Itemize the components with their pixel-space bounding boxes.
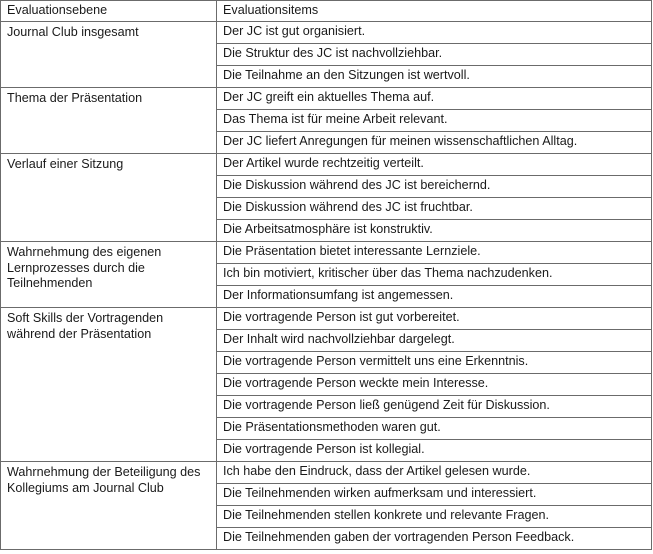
evaluation-level-cell: Wahrnehmung der Beteiligung des Kollegiums am Journal Club bbox=[1, 462, 217, 550]
evaluation-item-cell: Die Diskussion während des JC ist bereichernd. bbox=[217, 176, 652, 198]
table-row bbox=[1, 22, 652, 44]
evaluation-item-cell: Der JC liefert Anregungen für meinen wissenschaftlichen Alltag. bbox=[217, 132, 652, 154]
table-row bbox=[1, 462, 652, 484]
evaluation-item-cell: Die Arbeitsatmosphäre ist konstruktiv. bbox=[217, 220, 652, 242]
evaluation-item-cell: Der Inhalt wird nachvollziehbar dargelegt. bbox=[217, 330, 652, 352]
evaluation-item-cell: Ich habe den Eindruck, dass der Artikel gelesen wurde. bbox=[217, 462, 652, 484]
evaluation-item-cell: Der Artikel wurde rechtzeitig verteilt. bbox=[217, 154, 652, 176]
evaluation-item-cell: Die vortragende Person ist kollegial. bbox=[217, 440, 652, 462]
evaluation-item-cell: Die Teilnahme an den Sitzungen ist wertvoll. bbox=[217, 66, 652, 88]
evaluation-item-cell: Die vortragende Person ließ genügend Zeit für Diskussion. bbox=[217, 396, 652, 418]
header-evaluation-items: Evaluationsitems bbox=[217, 1, 652, 22]
evaluation-item-cell: Die Teilnehmenden wirken aufmerksam und interessiert. bbox=[217, 484, 652, 506]
evaluation-level-cell: Verlauf einer Sitzung bbox=[1, 154, 217, 242]
table-header-row bbox=[1, 1, 652, 22]
evaluation-item-cell: Der JC greift ein aktuelles Thema auf. bbox=[217, 88, 652, 110]
evaluation-item-cell: Die Diskussion während des JC ist fruchtbar. bbox=[217, 198, 652, 220]
table-body bbox=[1, 22, 652, 550]
evaluation-item-cell: Der Informationsumfang ist angemessen. bbox=[217, 286, 652, 308]
evaluation-level-cell: Soft Skills der Vortragenden während der Präsentation bbox=[1, 308, 217, 462]
evaluation-item-cell: Die vortragende Person vermittelt uns eine Erkenntnis. bbox=[217, 352, 652, 374]
evaluation-item-cell: Die vortragende Person ist gut vorbereitet. bbox=[217, 308, 652, 330]
table-row bbox=[1, 242, 652, 264]
evaluation-item-cell: Die Teilnehmenden stellen konkrete und relevante Fragen. bbox=[217, 506, 652, 528]
evaluation-item-cell: Ich bin motiviert, kritischer über das Thema nachzudenken. bbox=[217, 264, 652, 286]
evaluation-item-cell: Die Präsentationsmethoden waren gut. bbox=[217, 418, 652, 440]
evaluation-item-cell: Die Teilnehmenden gaben der vortragenden Person Feedback. bbox=[217, 528, 652, 550]
evaluation-item-cell: Die vortragende Person weckte mein Interesse. bbox=[217, 374, 652, 396]
evaluation-level-cell: Wahrnehmung des eigenen Lernprozesses durch die Teilnehmenden bbox=[1, 242, 217, 308]
table-row bbox=[1, 308, 652, 330]
evaluation-item-cell: Die Struktur des JC ist nachvollziehbar. bbox=[217, 44, 652, 66]
evaluation-item-cell: Die Präsentation bietet interessante Lernziele. bbox=[217, 242, 652, 264]
evaluation-item-cell: Das Thema ist für meine Arbeit relevant. bbox=[217, 110, 652, 132]
header-evaluation-level: Evaluationsebene bbox=[1, 1, 217, 22]
evaluation-item-cell: Der JC ist gut organisiert. bbox=[217, 22, 652, 44]
evaluation-level-cell: Thema der Präsentation bbox=[1, 88, 217, 154]
table-row bbox=[1, 154, 652, 176]
table-row bbox=[1, 88, 652, 110]
evaluation-level-cell: Journal Club insgesamt bbox=[1, 22, 217, 88]
